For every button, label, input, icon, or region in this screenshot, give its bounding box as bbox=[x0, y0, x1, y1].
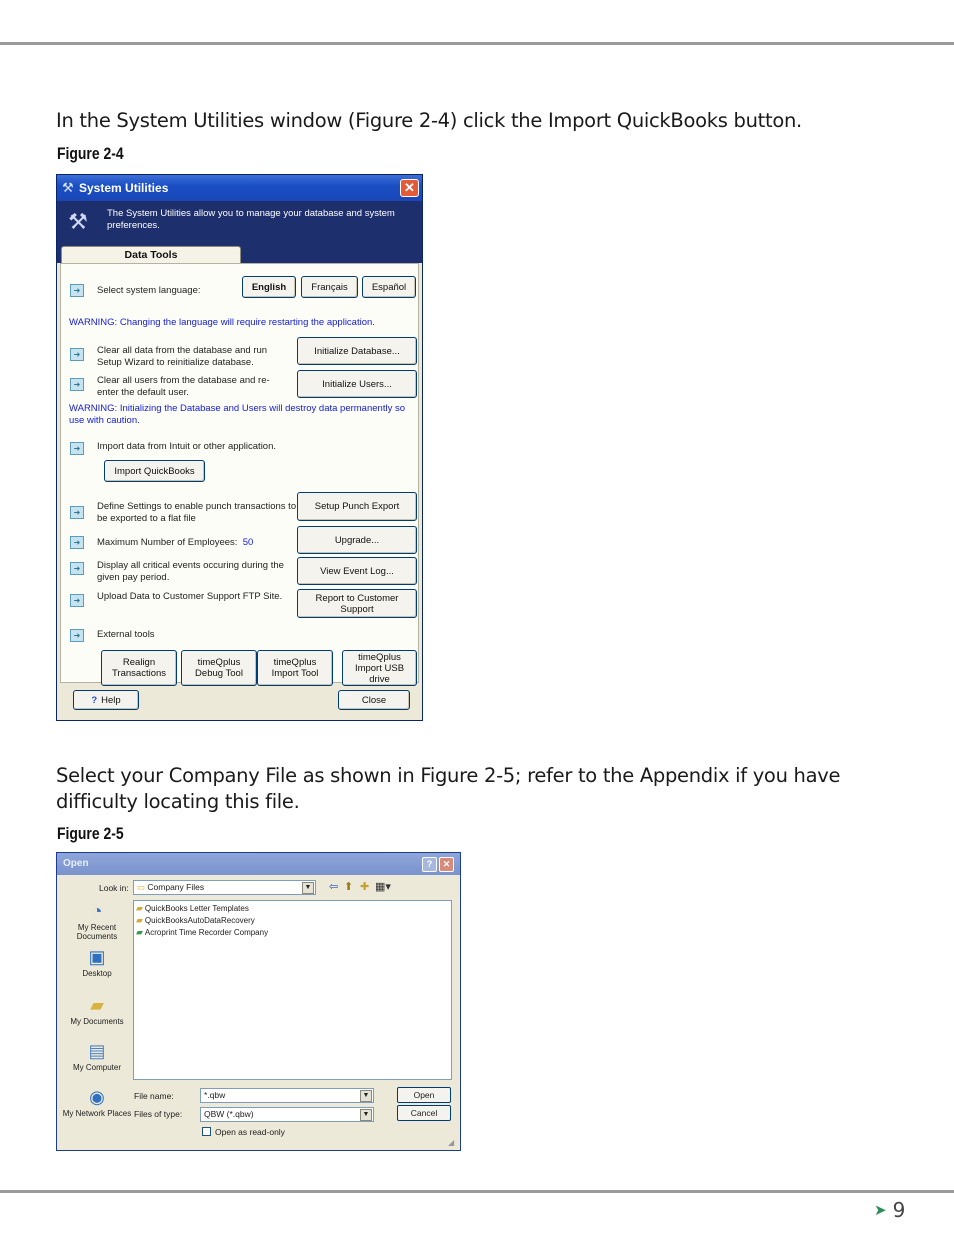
chevron-down-icon[interactable]: ▼ bbox=[360, 1109, 372, 1121]
computer-icon: ▤ bbox=[88, 1041, 106, 1061]
figure-2-4-label: Figure 2-4 bbox=[57, 144, 124, 163]
data-tools-panel bbox=[60, 263, 419, 683]
help-icon: ? bbox=[91, 694, 98, 706]
initialize-users-button[interactable]: Initialize Users... bbox=[297, 370, 417, 398]
display-events-text: Display all critical events occuring during the given pay period. bbox=[97, 560, 284, 583]
files-of-type-value: QBW (*.qbw) bbox=[204, 1109, 254, 1119]
import-quickbooks-button[interactable]: Import QuickBooks bbox=[104, 460, 205, 482]
external-tools-label: External tools bbox=[97, 629, 155, 640]
import-tool-button[interactable]: timeQplus Import Tool bbox=[257, 650, 333, 686]
close-icon[interactable]: ✕ bbox=[400, 179, 419, 197]
documents-folder-icon: ▰ bbox=[90, 995, 104, 1015]
list-item[interactable] bbox=[136, 903, 249, 914]
chevron-down-icon[interactable]: ▼ bbox=[360, 1090, 372, 1102]
dialog-title: Open bbox=[63, 858, 89, 869]
realign-transactions-button[interactable]: Realign Transactions bbox=[101, 650, 177, 686]
view-event-log-button[interactable]: View Event Log... bbox=[297, 557, 417, 585]
folder-icon: ▭ bbox=[137, 882, 146, 892]
place-my-documents[interactable] bbox=[61, 993, 133, 1026]
upload-text: Upload Data to Customer Support FTP Site. bbox=[97, 591, 283, 602]
language-warning: WARNING: Changing the language will require restarting the application. bbox=[69, 317, 375, 328]
page-number bbox=[874, 1198, 905, 1222]
view-menu-icon[interactable]: ▦▾ bbox=[375, 881, 391, 893]
arrow-icon: ➜ bbox=[70, 378, 84, 391]
file-name-value: *.qbw bbox=[204, 1090, 226, 1100]
chevron-down-icon[interactable]: ▼ bbox=[302, 882, 314, 894]
middle-paragraph-line1: Select your Company File as shown in Figure 2-5; refer to the Appendix if you have bbox=[56, 764, 841, 787]
close-button[interactable]: Close bbox=[338, 690, 410, 710]
max-employees-value: 50 bbox=[242, 537, 254, 548]
initialize-database-button[interactable]: Initialize Database... bbox=[297, 337, 417, 365]
recent-documents-icon: ◔ bbox=[91, 901, 103, 921]
files-of-type-select[interactable] bbox=[200, 1107, 374, 1122]
middle-paragraph-line2: difficulty locating this file. bbox=[56, 790, 300, 813]
file-name: Acroprint Time Recorder Company bbox=[144, 928, 269, 937]
figure-2-5-label: Figure 2-5 bbox=[57, 824, 124, 843]
import-text: Import data from Intuit or other application. bbox=[97, 441, 277, 452]
network-globe-icon: ◉ bbox=[89, 1087, 105, 1107]
look-in-value: Company Files bbox=[147, 882, 205, 892]
place-label: My Network Places bbox=[62, 1109, 132, 1118]
arrow-icon: ➜ bbox=[70, 629, 84, 642]
max-employees-label bbox=[97, 537, 253, 549]
back-icon[interactable]: ⇦ bbox=[329, 881, 339, 893]
place-label: My Recent Documents bbox=[76, 923, 118, 941]
bottom-rule bbox=[0, 1190, 954, 1193]
list-item[interactable] bbox=[136, 927, 268, 938]
language-label: Select system language: bbox=[97, 285, 201, 296]
file-name-label: File name: bbox=[134, 1091, 174, 1101]
debug-tool-button[interactable]: timeQplus Debug Tool bbox=[181, 650, 257, 686]
list-item[interactable] bbox=[136, 915, 255, 926]
report-support-button[interactable]: Report to Customer Support bbox=[297, 589, 417, 618]
import-usb-button[interactable]: timeQplus Import USB drive bbox=[342, 650, 417, 686]
up-folder-icon[interactable]: ⬆ bbox=[344, 881, 354, 893]
intro-paragraph: In the System Utilities window (Figure 2-4) click the Import QuickBooks button. bbox=[56, 109, 802, 132]
clear-users-text: Clear all users from the database and re-enter the default user. bbox=[97, 375, 270, 398]
folder-icon: ▰ bbox=[136, 903, 143, 913]
page-number-value: 9 bbox=[892, 1198, 906, 1222]
initialize-warning: WARNING: Initializing the Database and Users will destroy data permanently so use with caution. bbox=[69, 403, 405, 426]
place-label: My Documents bbox=[70, 1017, 124, 1026]
wrench-icon: ⚒ bbox=[68, 209, 88, 234]
file-list bbox=[133, 900, 452, 1080]
company-file-icon: ▰ bbox=[136, 927, 143, 937]
place-network[interactable] bbox=[61, 1085, 133, 1118]
files-of-type-label: Files of type: bbox=[134, 1109, 183, 1119]
place-desktop[interactable] bbox=[61, 945, 133, 978]
system-utilities-window bbox=[56, 174, 423, 721]
english-button[interactable]: English bbox=[242, 276, 296, 298]
arrow-icon: ➜ bbox=[70, 348, 84, 361]
window-title: System Utilities bbox=[79, 181, 169, 195]
espanol-button[interactable]: Español bbox=[362, 276, 416, 298]
arrow-icon: ➜ bbox=[70, 284, 84, 297]
arrow-icon: ➜ bbox=[70, 506, 84, 519]
place-recent[interactable] bbox=[61, 899, 133, 941]
francais-button[interactable]: Français bbox=[301, 276, 358, 298]
max-employees-text: Maximum Number of Employees: bbox=[97, 537, 238, 548]
file-name: QuickBooks Letter Templates bbox=[144, 904, 249, 913]
arrow-icon: ➜ bbox=[70, 594, 84, 607]
clear-data-text: Clear all data from the database and run Setup Wizard to reinitialize database. bbox=[97, 345, 268, 368]
desktop-icon: ▣ bbox=[88, 947, 106, 967]
arrow-icon: ➜ bbox=[70, 536, 84, 549]
place-my-computer[interactable] bbox=[61, 1039, 133, 1072]
header-banner bbox=[57, 201, 422, 243]
help-button[interactable] bbox=[73, 690, 139, 710]
read-only-label: Open as read-only bbox=[215, 1127, 285, 1137]
look-in-label: Look in: bbox=[99, 883, 129, 893]
open-dialog bbox=[56, 852, 461, 1151]
tab-data-tools[interactable]: Data Tools bbox=[61, 246, 241, 264]
place-label: Desktop bbox=[82, 969, 112, 978]
look-in-combo[interactable] bbox=[133, 880, 316, 895]
arrow-icon: ➜ bbox=[70, 442, 84, 455]
folder-icon: ▰ bbox=[136, 915, 143, 925]
setup-punch-export-button[interactable]: Setup Punch Export bbox=[297, 492, 417, 521]
dialog-title-bar bbox=[57, 853, 460, 875]
new-folder-icon[interactable]: ✚ bbox=[360, 881, 370, 893]
arrow-right-icon: ➤ bbox=[874, 1201, 887, 1219]
close-icon[interactable]: ✕ bbox=[439, 857, 454, 872]
read-only-checkbox[interactable] bbox=[202, 1127, 211, 1136]
header-description: The System Utilities allow you to manage your database and system preferences. bbox=[107, 208, 395, 231]
upgrade-button[interactable]: Upgrade... bbox=[297, 526, 417, 554]
file-name-input[interactable] bbox=[200, 1088, 374, 1103]
open-button[interactable]: Open bbox=[397, 1087, 451, 1103]
punch-text: Define Settings to enable punch transactions to be exported to a flat file bbox=[97, 501, 297, 524]
arrow-icon: ➜ bbox=[70, 562, 84, 575]
cancel-button[interactable]: Cancel bbox=[397, 1105, 451, 1121]
resize-grip-icon[interactable]: ◢ bbox=[448, 1138, 455, 1147]
file-name: QuickBooksAutoDataRecovery bbox=[144, 916, 255, 925]
tools-icon: ⚒ bbox=[62, 180, 74, 195]
place-label: My Computer bbox=[72, 1063, 121, 1072]
top-rule bbox=[0, 42, 954, 45]
help-label: Help bbox=[101, 694, 121, 706]
help-icon[interactable]: ? bbox=[422, 857, 437, 872]
places-bar bbox=[61, 899, 133, 1139]
title-bar bbox=[57, 175, 422, 201]
